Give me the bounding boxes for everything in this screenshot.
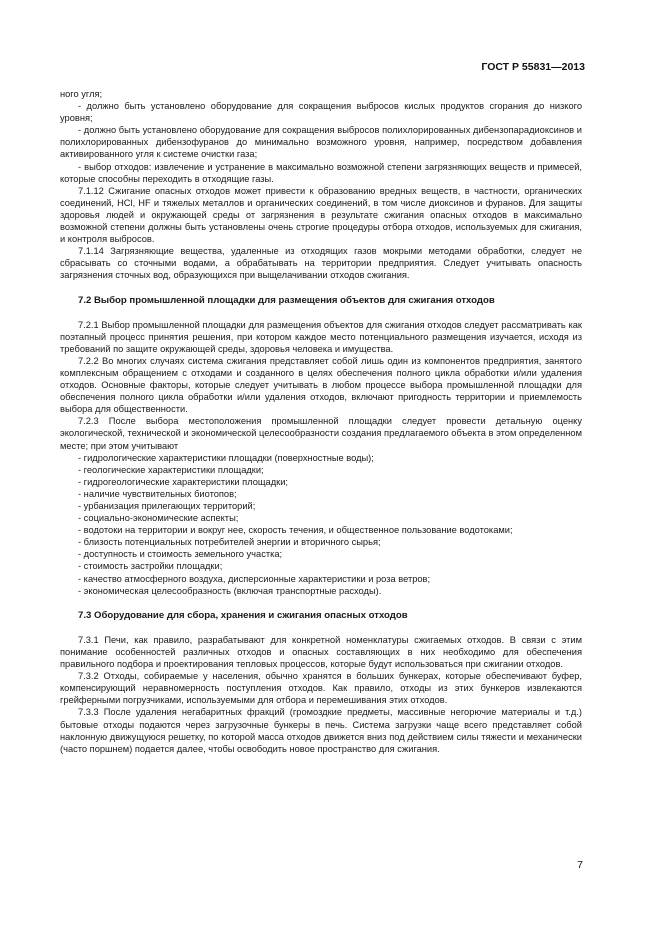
- list-item: - гидрогеологические характеристики площадки;: [78, 476, 288, 487]
- page-number: 7: [577, 859, 583, 871]
- list-item: - наличие чувствительных биотопов;: [78, 488, 237, 499]
- page-header: ГОСТ Р 55831—2013: [481, 61, 585, 73]
- clause-7-1-12: 7.1.12 Сжигание опасных отходов может привести к образованию вредных веществ, в частности, органических соединений, HCl, HF и тяжелых металлов и органических соединений, в том числе диоксинов и фуранов. Для защиты здоровья людей и окружающей среды от загрязнения в результате сжигания опасных отходов в максимально возможной степени должны быть установлены очень строгие процедуры отбора отходов, используемых для сжигания, и контроля выбросов.: [60, 185, 582, 245]
- section-heading-7-3: 7.3 Оборудование для сбора, хранения и сжигания опасных отходов: [78, 609, 408, 621]
- paragraph: - выбор отходов: извлечение и устранение в максимально возможной степени загрязняющих веществ и примесей, которые способны переходить в отходящие газы.: [60, 161, 582, 184]
- clause-7-1-14: 7.1.14 Загрязняющие вещества, удаленные из отходящих газов мокрыми методами обработки, следует не сбрасывать со сточными водами, а обрабатывать на территории предприятия. Следует учитывать опасность загрязнения сточных вод, образующихся при выщелачивании отходов сжигания.: [60, 246, 582, 281]
- list-item: - экономическая целесообразность (включая транспортные расходы).: [78, 585, 382, 596]
- list-item: - близость потенциальных потребителей энергии и вторичного сырья;: [78, 537, 381, 548]
- list-item: - социально-экономические аспекты;: [78, 513, 239, 524]
- section-heading-7-2: 7.2 Выбор промышленной площадки для размещения объектов для сжигания отходов: [78, 294, 495, 306]
- clause-7-3-3: 7.3.3 После удаления негабаритных фракций (громоздкие предметы, массивные негорючие материалы и т.д.) бытовые отходы подаются через загрузочные бункеры в печь. Система загрузки чаще всего представляет собой наклонную движущуюся решетку, по которой масса отходов движется вниз под действием силы тяжести и механически (часто поршнем) подается далее, чтобы освободить новое пространство для сжигания.: [60, 707, 582, 754]
- paragraph: - должно быть установлено оборудование для сокращения выбросов кислых продуктов сгорания до низкого уровня;: [60, 101, 582, 124]
- clause-7-3-1: 7.3.1 Печи, как правило, разрабатывают для конкретной номенклатуры сжигаемых отходов. В связи с этим понимание особенностей различных отходов и опасных составляющих в них необходимо для обеспечения правильного подбора и проектирования тепловых процессов, которые будут использоваться при сжигании отходов.: [60, 634, 582, 670]
- list-item: - водотоки на территории и вокруг нее, скорость течения, и общественное пользование водотоками;: [78, 525, 513, 536]
- list-item: - доступность и стоимость земельного участка;: [78, 549, 283, 560]
- clause-7-3-2: 7.3.2 Отходы, собираемые у населения, обычно хранятся в больших бункерах, которые обеспечивают буфер, компенсирующий неравномерность поступления отходов. Как правило, отходы из этих бункеров извлекаются грейферными погрузчиками, используемыми для отбора и перемешивания этих отходов.: [60, 671, 582, 706]
- clause-7-2-2: 7.2.2 Во многих случаях система сжигания представляет собой лишь один из компонентов предприятия, занятого комплексным обращением с отходами и созданного в целях обеспечения полного цикла обработки и/или удаления отходов. Основные факторы, которые следует учитывать в любом процессе выбора промышленной площадки для обеспечения полного цикла обработки и/или удаления отходов, включают пригодность территории и приемлемость выбора для общественности.: [60, 355, 582, 415]
- site-factors-list: [60, 452, 582, 597]
- list-item: - качество атмосферного воздуха, дисперсионные характеристики и роза ветров;: [78, 573, 431, 584]
- list-item: - гидрологические характеристики площадки (поверхностные воды);: [78, 452, 374, 463]
- paragraph: - должно быть установлено оборудование для сокращения выбросов полихлорированных дибензопарадиоксинов и полихлорированных дибензофуранов до минимально возможного уровня, например, посредством добавления активированного угля к системе очистки газа;: [60, 125, 582, 160]
- document-body: [60, 88, 582, 755]
- list-item: - стоимость застройки площадки;: [78, 561, 223, 572]
- clause-7-2-1: 7.2.1 Выбор промышленной площадки для размещения объектов для сжигания отходов следует рассматривать как поэтапный процесс принятия решения, при котором каждое место потенциального размещения изучается, исходя из требований по защите окружающей среды, здоровья человека и имущества.: [60, 319, 582, 354]
- list-item: - геологические характеристики площадки;: [78, 464, 264, 475]
- clause-7-2-3: 7.2.3 После выбора местоположения промышленной площадки следует провести детальную оценку экологической, технической и экономической целесообразности создания предлагаемого объекта в этом определенном месте; при этом учитывают: [60, 416, 582, 451]
- paragraph: ного угля;: [60, 89, 103, 99]
- list-item: - урбанизация прилегающих территорий;: [78, 501, 256, 511]
